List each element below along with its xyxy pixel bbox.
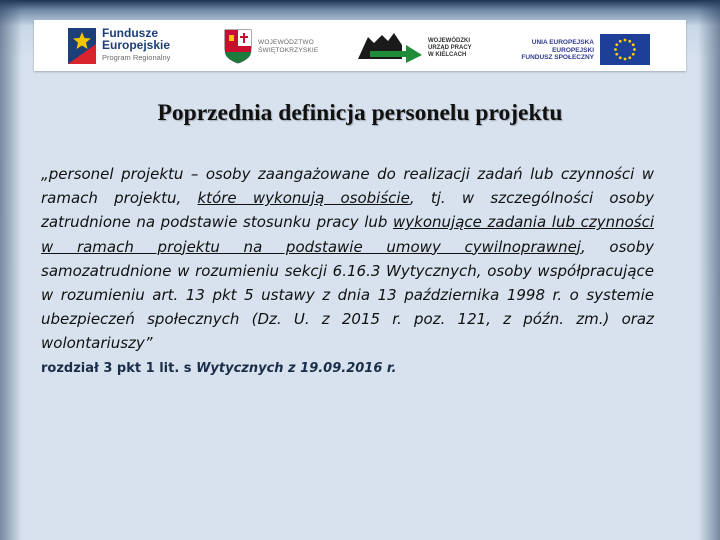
- fe-line3: Program Regionalny: [102, 53, 171, 62]
- source-document: Wytycznych z 19.09.2016 r.: [196, 361, 397, 376]
- unia-europejska-logo: [510, 24, 655, 67]
- fe-line1: Fundusze: [102, 26, 158, 40]
- slide-title: Poprzednia definicja personelu projektu: [157, 100, 563, 126]
- ue-line2: EUROPEJSKI: [552, 46, 594, 54]
- ue-line1: UNIA EUROPEJSKA: [531, 39, 594, 46]
- woj-line2: ŚWIĘTOKRZYSKIE: [258, 47, 319, 54]
- coat-of-arms-icon: [223, 28, 253, 64]
- wup-logo: [358, 24, 498, 67]
- wup-line2: URZĄD PRACY: [428, 45, 472, 51]
- definition-part-3: , osoby samozatrudnione w rozumieniu sekcji 6.16.3 Wytycznych, osoby współpracujące w rozumieniu art. 13 pkt 5 ustawy z dnia 13 października 1998 r. o systemie ubezpieczeń społecznych (Dz. U. z 2015 r. poz. 121, z późn. zm.) oraz wolontariuszy”: [41, 237, 654, 353]
- eu-flag-icon: [600, 34, 650, 65]
- definition-underlined-1: które wykonują osobiście: [197, 189, 410, 208]
- wojewodztwo-logo: [223, 24, 338, 67]
- logo-bar: [34, 20, 686, 71]
- fe-star-icon: [66, 24, 98, 67]
- definition-underlined-2: wykonujące zadania lub czynności w ramach projektu na podstawie umowy cywilnoprawnej: [41, 213, 655, 256]
- wup-arrow-icon: [358, 29, 424, 63]
- wup-line1: WOJEWÓDZKI: [428, 38, 470, 44]
- woj-line1: WOJEWÓDZTWO: [258, 39, 314, 46]
- definition-text: [41, 162, 654, 356]
- wup-line3: W KIELCACH: [428, 52, 467, 58]
- definition-part-1: „personel projektu – osoby zaangażowane do realizacji zadań lub czynności w ramach projektu,: [41, 165, 654, 208]
- source-reference: [41, 361, 396, 376]
- right-edge-shade: [698, 0, 720, 540]
- fundusze-europejskie-logo: [66, 24, 216, 67]
- left-edge-shade: [0, 0, 22, 540]
- ue-line3: FUNDUSZ SPOŁECZNY: [521, 54, 594, 61]
- source-prefix: rozdział 3 pkt 1 lit. s: [41, 361, 197, 376]
- definition-part-2: , tj. w szczególności osoby zatrudnione na podstawie stosunku pracy lub: [41, 189, 654, 232]
- fe-line2: Europejskie: [102, 38, 171, 52]
